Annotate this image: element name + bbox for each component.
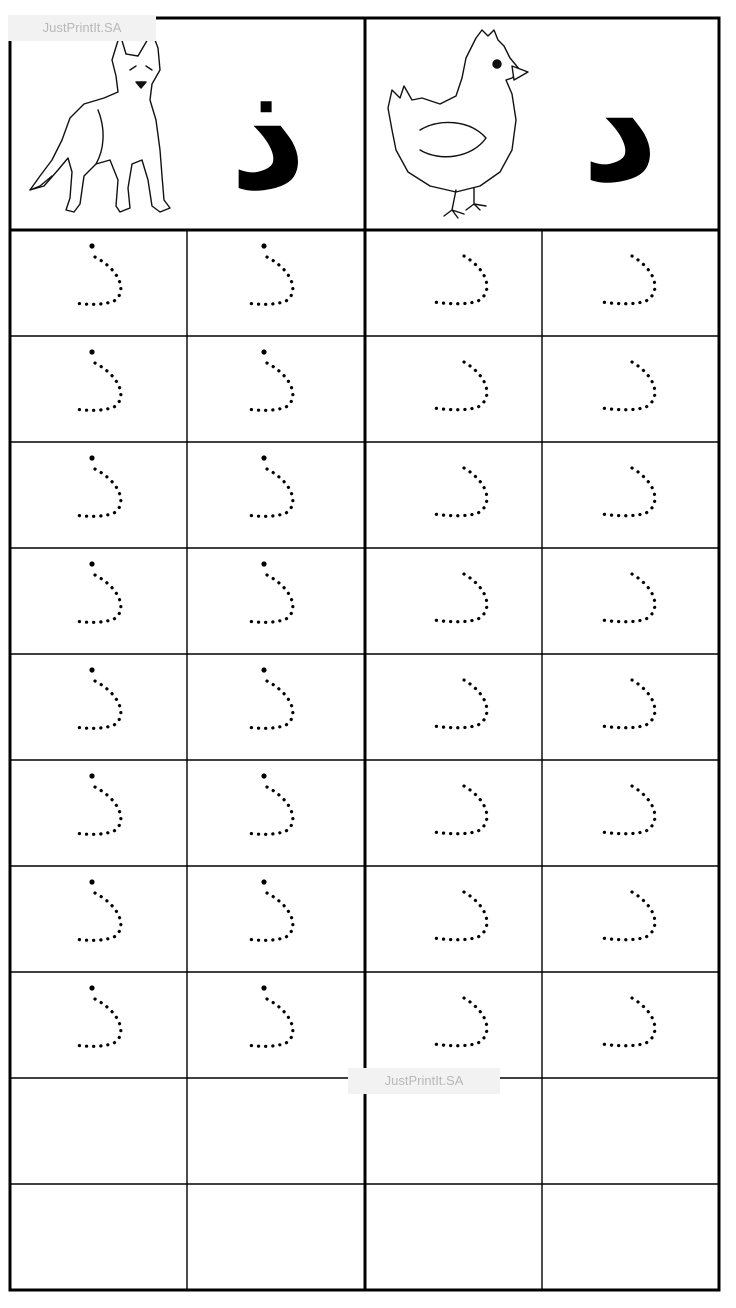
tracing-thal [247, 667, 293, 728]
tracing-thal [247, 985, 293, 1046]
tracing-dal [602, 786, 655, 834]
tracing-dal [434, 786, 487, 834]
tracing-dal [602, 468, 655, 516]
tracing-thal [75, 349, 121, 410]
tracing-thal [75, 243, 121, 304]
header-letter-thal: ذ [229, 50, 307, 224]
tracing-dal [602, 892, 655, 940]
tracing-thal [75, 561, 121, 622]
tracing-thal [75, 879, 121, 940]
tracing-dal [434, 998, 487, 1046]
tracing-thal [247, 879, 293, 940]
tracing-dal [434, 362, 487, 410]
tracing-dal [434, 892, 487, 940]
watermark-middle: JustPrintIt.SA [348, 1068, 500, 1094]
watermark-top: JustPrintIt.SA [8, 15, 156, 41]
tracing-dal [434, 574, 487, 622]
tracing-thal [247, 561, 293, 622]
tracing-dal [602, 574, 655, 622]
tracing-dal [434, 256, 487, 304]
tracing-thal [247, 773, 293, 834]
tracing-dal [602, 362, 655, 410]
header-cell-thal [10, 18, 365, 230]
tracing-thal [247, 455, 293, 516]
tracing-thal [75, 773, 121, 834]
tracing-dal [602, 998, 655, 1046]
tracing-dal [434, 468, 487, 516]
tracing-dal [602, 256, 655, 304]
header-letter-dal: د [581, 42, 659, 216]
tracing-thal [75, 455, 121, 516]
tracing-dal [602, 680, 655, 728]
tracing-thal [75, 667, 121, 728]
tracing-dal [434, 680, 487, 728]
tracing-thal [75, 985, 121, 1046]
tracing-thal [247, 349, 293, 410]
tracing-thal [247, 243, 293, 304]
